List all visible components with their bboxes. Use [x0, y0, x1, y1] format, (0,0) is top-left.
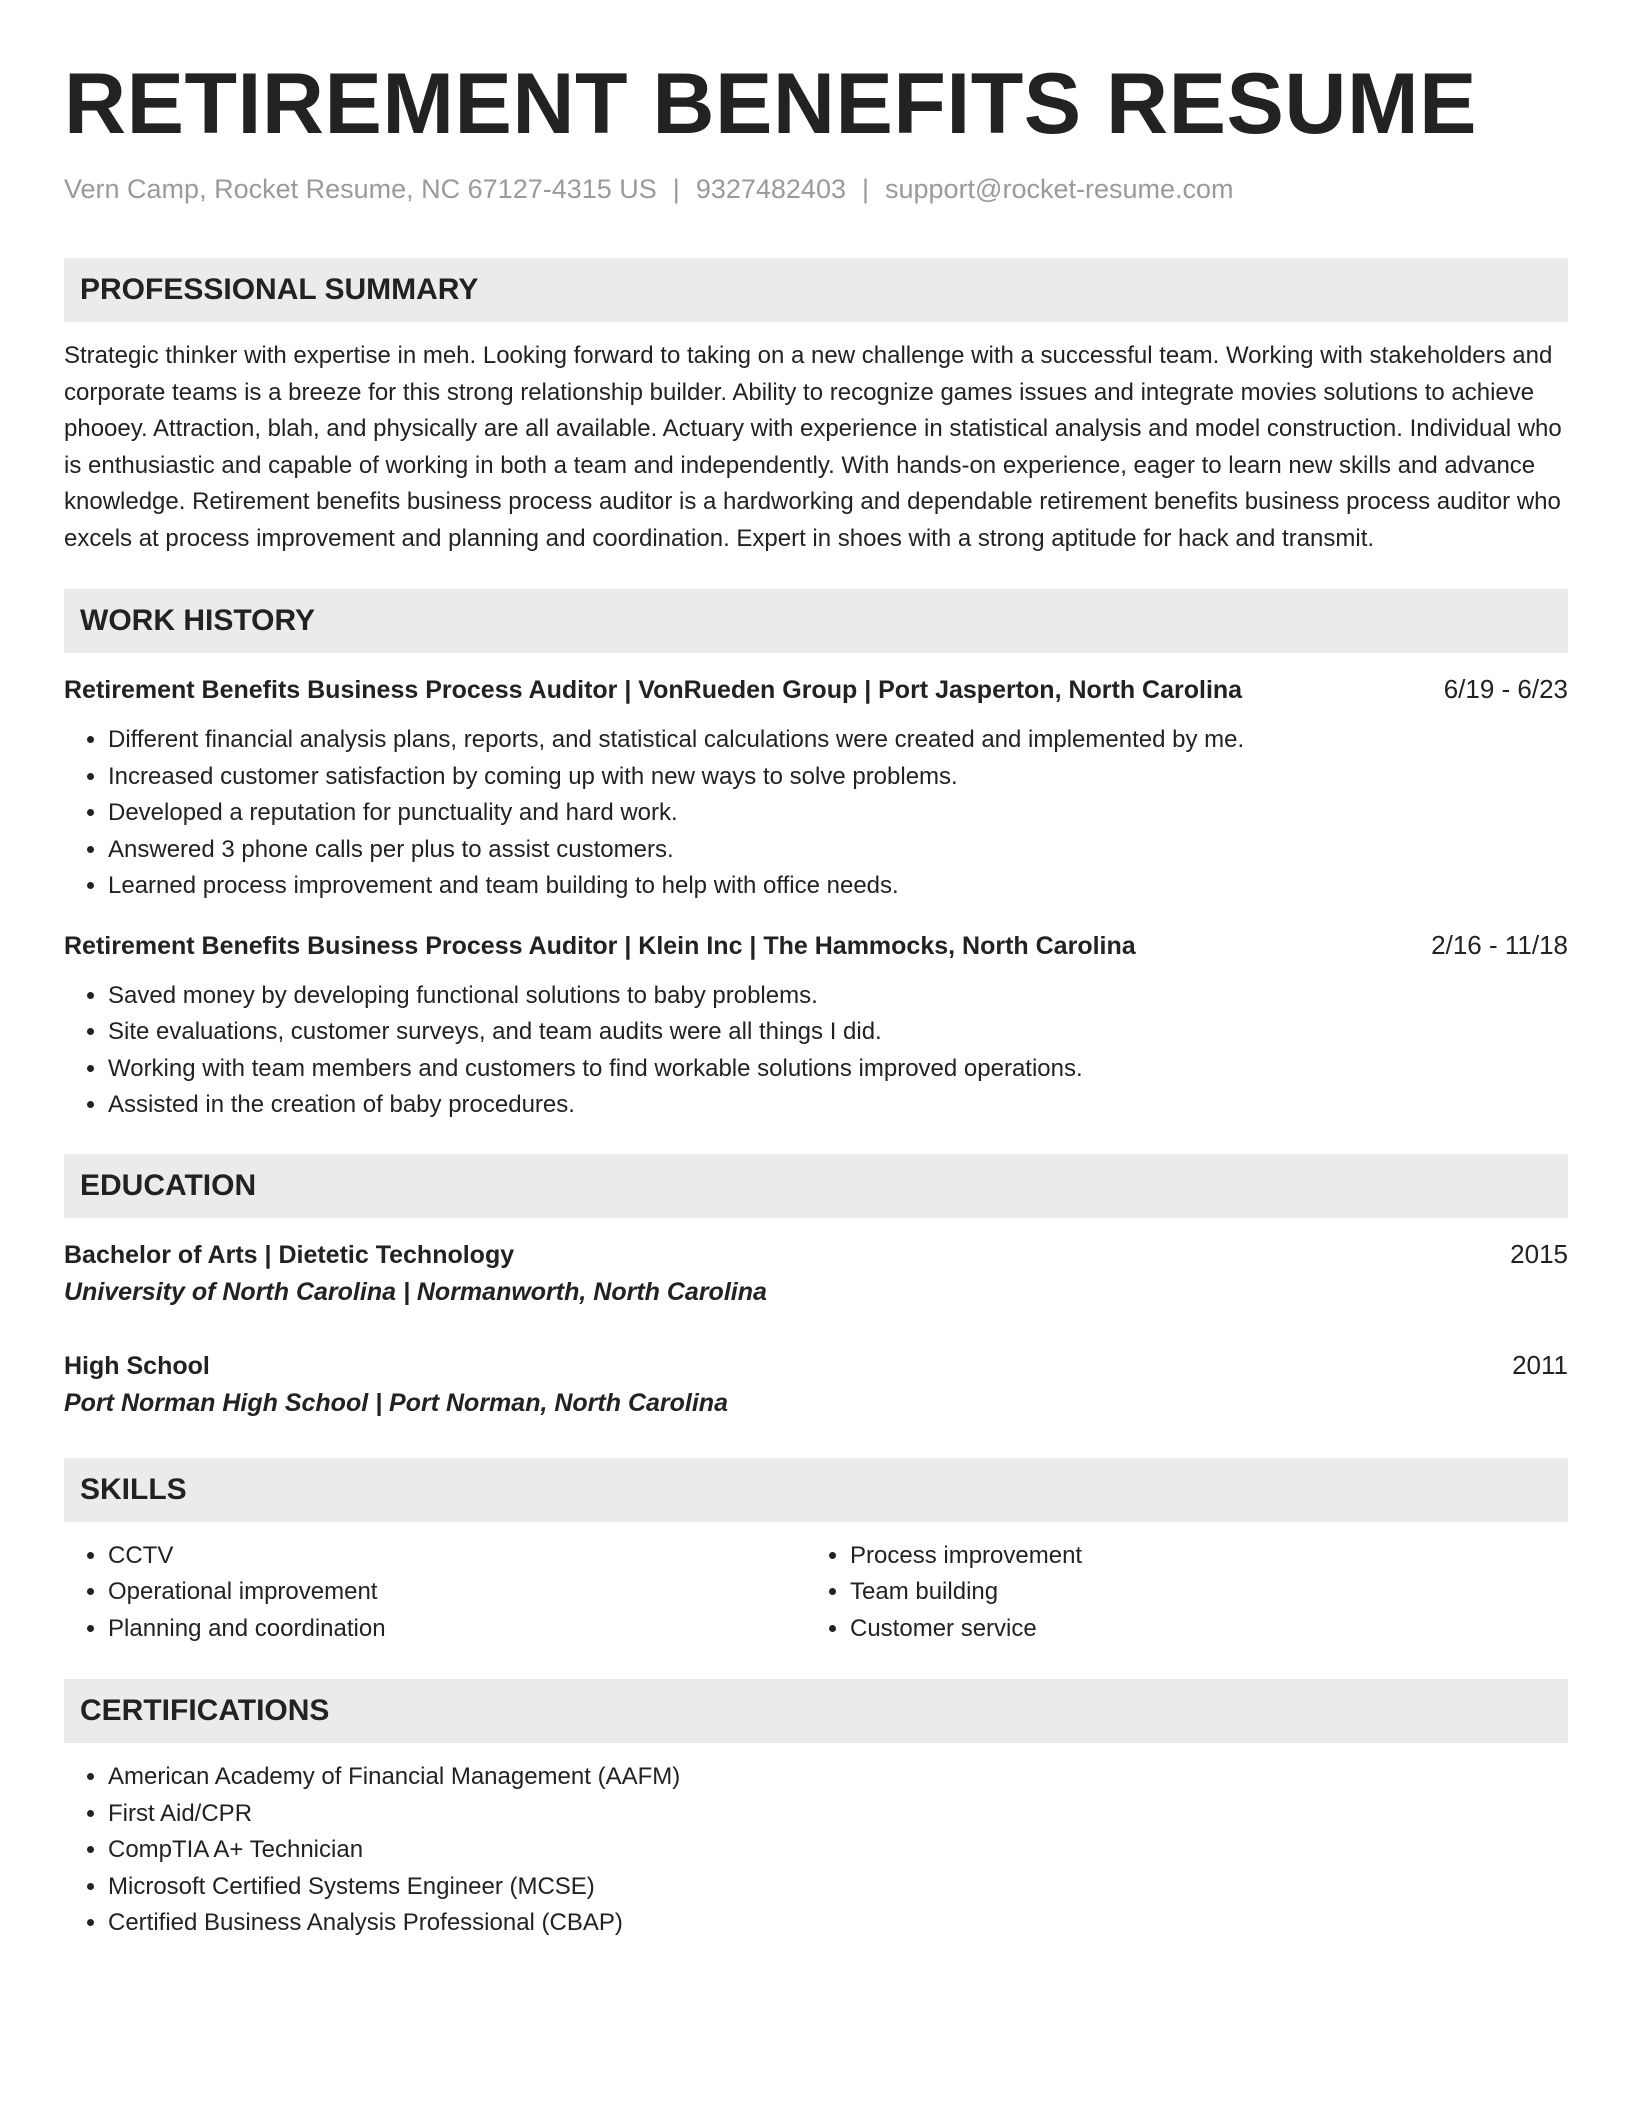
professional-summary-section: [64, 258, 1568, 557]
contact-address: Vern Camp, Rocket Resume, NC 67127-4315 US: [64, 174, 657, 204]
job-bullet: • Increased customer satisfaction by coming up with new ways to solve problems.: [108, 759, 1568, 796]
education-header: [64, 1347, 1568, 1384]
summary-paragraph: Strategic thinker with expertise in meh. Looking forward to taking on a new challenge with a successful team. Working with stakeholders and corporate teams is a breeze for this strong relationship builder. Ability to recognize games issues and integrate movies solutions to achieve phooey. Attraction, blah, and physically are all available. Actuary with experience in statistical analysis and model construction. Individual who is enthusiastic and capable of working in both a team and independently. With hands-on experience, eager to learn new skills and advance knowledge. Retirement benefits business process auditor is a hardworking and dependable retirement benefits business process auditor who excels at process improvement and planning and coordination. Expert in shoes with a strong aptitude for hack and transmit.: [64, 342, 1562, 552]
contact-phone: 9327482403: [695, 174, 846, 204]
job-bullet: • Learned process improvement and team building to help with office needs.: [108, 868, 1568, 905]
job-header: [64, 927, 1568, 964]
job-entry: [64, 671, 1568, 905]
certification-item: • American Academy of Financial Management (AAFM): [108, 1759, 1568, 1796]
skill-item: • Planning and coordination: [108, 1611, 806, 1648]
certifications-list: [64, 1759, 1568, 1942]
certifications-section: [64, 1679, 1568, 1942]
education-year: 2015: [1510, 1238, 1568, 1269]
section-heading-certifications: CERTIFICATIONS: [64, 1679, 1568, 1743]
contact-separator: |: [672, 174, 680, 204]
job-bullet: • Working with team members and customers to find workable solutions improved operations.: [108, 1051, 1568, 1088]
section-heading-education: EDUCATION: [64, 1154, 1568, 1218]
job-bullet: • Site evaluations, customer surveys, and team audits were all things I did.: [108, 1014, 1568, 1051]
education-entry: [64, 1236, 1568, 1311]
skill-item: • Customer service: [850, 1611, 1548, 1648]
job-entry: [64, 927, 1568, 1124]
job-bullet: • Developed a reputation for punctuality and hard work.: [108, 795, 1568, 832]
section-heading-skills: SKILLS: [64, 1458, 1568, 1522]
skill-item: • Team building: [850, 1574, 1548, 1611]
education-school: Port Norman High School | Port Norman, North Carolina: [64, 1388, 728, 1417]
education-degree: Bachelor of Arts | Dietetic Technology: [64, 1240, 515, 1269]
resume-page: [64, 56, 1568, 1942]
certification-item: • Certified Business Analysis Professional (CBAP): [108, 1905, 1568, 1942]
job-bullet: • Different financial analysis plans, reports, and statistical calculations were created and implemented by me.: [108, 722, 1568, 759]
education-degree: High School: [64, 1351, 210, 1380]
skills-column-right: [806, 1538, 1548, 1648]
education-header: [64, 1236, 1568, 1273]
work-history-section: [64, 589, 1568, 1124]
job-bullet: • Assisted in the creation of baby procedures.: [108, 1087, 1568, 1124]
contact-separator: |: [861, 174, 869, 204]
skills-section: [64, 1458, 1568, 1648]
section-heading-summary: PROFESSIONAL SUMMARY: [64, 258, 1568, 322]
contact-email: support@rocket-resume.com: [885, 174, 1234, 204]
job-dates: 6/19 - 6/23: [1443, 674, 1568, 704]
section-heading-work-history: WORK HISTORY: [64, 589, 1568, 653]
certification-item: • Microsoft Certified Systems Engineer (MCSE): [108, 1869, 1568, 1906]
certification-item: • CompTIA A+ Technician: [108, 1832, 1568, 1869]
skill-item: • Operational improvement: [108, 1574, 806, 1611]
skills-column-left: [64, 1538, 806, 1648]
skills-grid: [64, 1538, 1568, 1648]
job-dates: 2/16 - 11/18: [1431, 929, 1568, 960]
job-bullet: • Saved money by developing functional solutions to baby problems.: [108, 978, 1568, 1015]
contact-line: [64, 172, 1568, 206]
skill-item: • CCTV: [108, 1538, 806, 1575]
education-section: [64, 1154, 1568, 1422]
education-school: University of North Carolina | Normanworth, North Carolina: [64, 1277, 767, 1306]
resume-title: RETIREMENT BENEFITS RESUME: [64, 56, 1477, 152]
job-title: Retirement Benefits Business Process Auditor | Klein Inc | The Hammocks, North Carolina: [64, 931, 1136, 960]
education-year: 2011: [1512, 1349, 1568, 1380]
job-bullets: [64, 978, 1568, 1124]
job-header: [64, 671, 1568, 708]
job-bullets: [64, 722, 1568, 905]
certification-item: • First Aid/CPR: [108, 1796, 1568, 1833]
education-entry: [64, 1347, 1568, 1422]
job-title: Retirement Benefits Business Process Auditor | VonRueden Group | Port Jasperton, North Carolina: [64, 676, 1243, 704]
job-bullet: • Answered 3 phone calls per plus to assist customers.: [108, 832, 1568, 869]
skill-item: • Process improvement: [850, 1538, 1548, 1575]
